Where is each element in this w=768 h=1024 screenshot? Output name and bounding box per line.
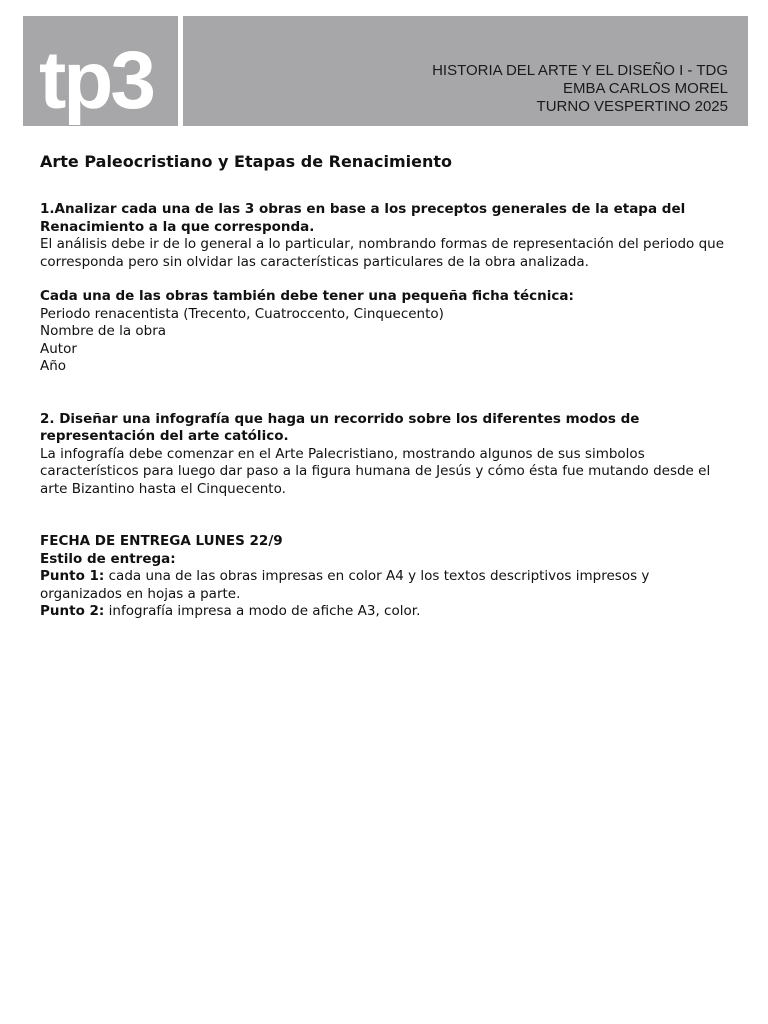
ficha-item-year: Año xyxy=(40,358,67,374)
ficha-item-period: Periodo renacentista (Trecento, Cuatroccento, Cinquecento) xyxy=(40,305,444,322)
section2-heading: 2. Diseñar una infografía que haga un recorrido sobre los diferentes modos de representación del arte católico. xyxy=(40,410,640,444)
delivery-style-label: Estilo de entrega: xyxy=(40,550,176,567)
section1-body: El análisis debe ir de lo general a lo particular, nombrando formas de representación del periodo que corresponda pero sin olvidar las características particulares de la obra analizada. xyxy=(40,236,725,270)
section1-heading: 1.Analizar cada una de las 3 obras en base a los preceptos generales de la etapa del Renacimiento a la que corresponda. xyxy=(40,201,686,235)
document-body xyxy=(40,150,730,621)
page-title: Arte Paleocristiano y Etapas de Renacimiento xyxy=(40,152,452,171)
ficha-item-name: Nombre de la obra xyxy=(40,323,167,339)
tp3-logo: tp3 xyxy=(39,35,153,126)
course-info xyxy=(432,62,728,116)
ficha-item-author: Autor xyxy=(40,340,77,357)
header-logo-block xyxy=(23,16,178,126)
delivery-date: FECHA DE ENTREGA LUNES 22/9 xyxy=(40,533,283,549)
shift-year: TURNO VESPERTINO 2025 xyxy=(536,98,728,115)
delivery-point-2: Punto 2: infografía impresa a modo de afiche A3, color. xyxy=(40,603,421,619)
header-info-block xyxy=(183,16,748,126)
ficha-heading: Cada una de las obras también debe tener una pequeña ficha técnica: xyxy=(40,288,574,304)
section2-body: La infografía debe comenzar en el Arte Palecristiano, mostrando algunos de sus simbolos característicos para luego dar paso a la figura humana de Jesús y cómo ésta fue mutando desde el arte Bizantino hasta el Cinquecento. xyxy=(40,445,711,497)
delivery-point-1: Punto 1: cada una de las obras impresas en color A4 y los textos descriptivos impresos y organizados en hojas a parte. xyxy=(40,568,650,602)
course-name: HISTORIA DEL ARTE Y EL DISEÑO I - TDG xyxy=(432,62,728,79)
school-name: EMBA CARLOS MOREL xyxy=(562,80,728,97)
